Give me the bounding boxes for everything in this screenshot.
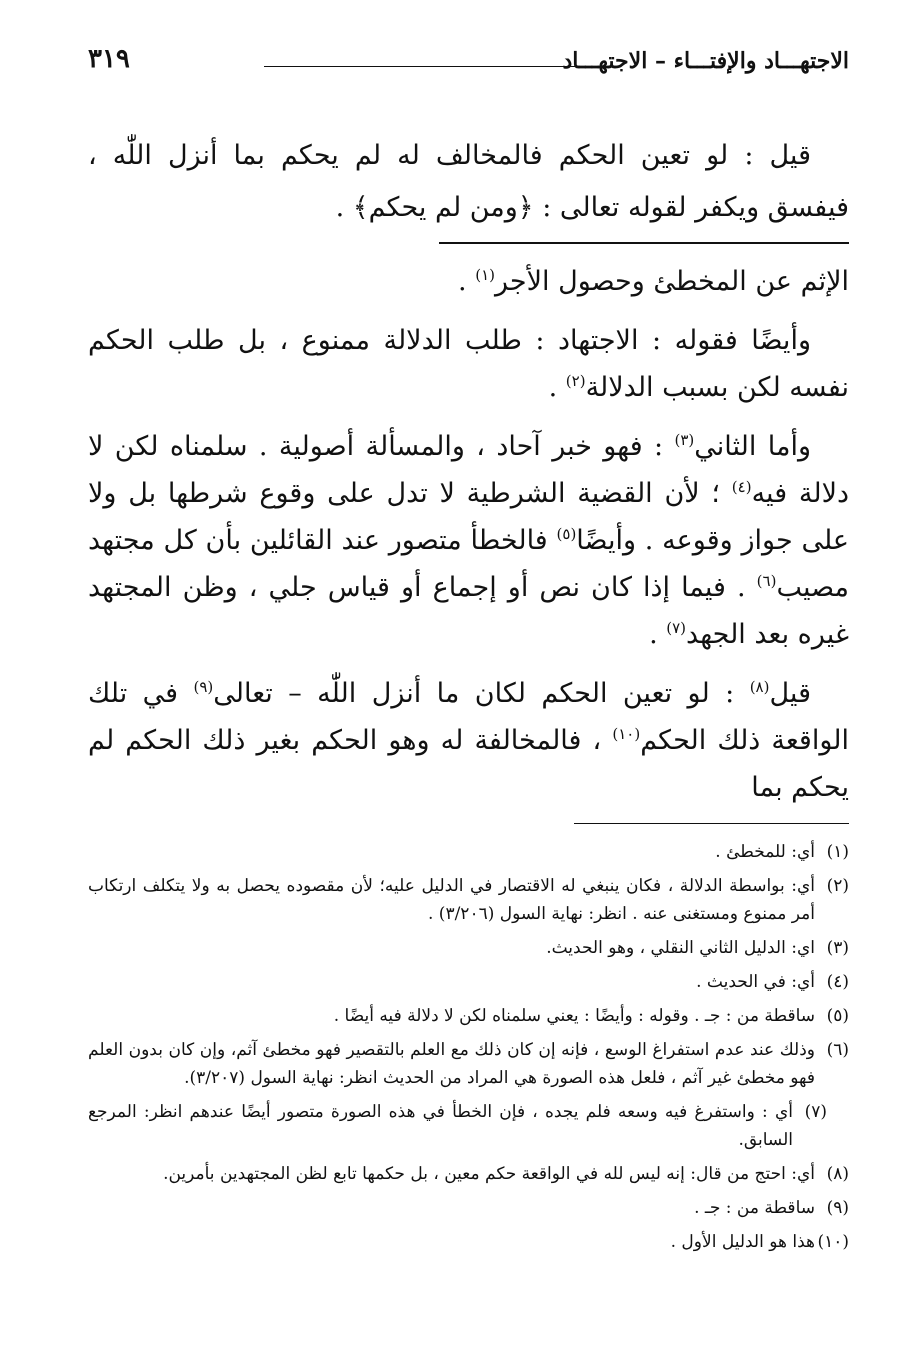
footnote-text: وذلك عند عدم استفراغ الوسع ، فإنه إن كان ذلك مع العلم بالتقصير فهو مخطئ آثم، وإن كان بدون العلم فهو مخطئ غير آثم ، فلعل هذه الصورة هي المراد من الحديث انظر: نهاية السول (٣/٢٠٧). bbox=[88, 1040, 815, 1088]
paragraph-3 bbox=[88, 423, 849, 658]
text-run: . bbox=[548, 372, 566, 403]
footnote bbox=[88, 1098, 849, 1154]
text-run: . bbox=[458, 266, 476, 297]
text-run: فالخطأ متصور عند القائلين بأن كل مجتهد مصيب bbox=[88, 525, 849, 603]
text-run: : فهو خبر آحاد ، والمسألة أصولية . سلمناه لكن لا دلالة فيه bbox=[88, 431, 849, 509]
running-title: الاجتهـــاد والإفتـــاء – الاجتهـــاد bbox=[562, 48, 849, 74]
footnote-number: (٥) bbox=[826, 1006, 849, 1026]
footnote-ref: (٩) bbox=[193, 678, 214, 696]
footnote bbox=[88, 1160, 849, 1188]
footnote-number: (٢) bbox=[826, 876, 849, 896]
footnote-text: أي: في الحديث . bbox=[696, 972, 815, 992]
footnote-number: (٨) bbox=[826, 1164, 849, 1184]
footnote-ref: (٢) bbox=[565, 372, 586, 390]
text-run: ، فالمخالفة له وهو الحكم بغير ذلك الحكم لم يحكم بما bbox=[88, 725, 849, 803]
text-run: . bbox=[649, 619, 667, 650]
section-rule bbox=[439, 242, 849, 244]
footnote-ref: (٦) bbox=[756, 572, 777, 590]
footnote-ref: (١) bbox=[475, 266, 495, 284]
header-rule bbox=[264, 66, 614, 67]
footnote-number: (١٠) bbox=[817, 1232, 849, 1252]
footnote bbox=[88, 934, 849, 962]
footnote-ref: (٤) bbox=[731, 478, 752, 496]
footnote bbox=[88, 838, 849, 866]
main-text bbox=[88, 258, 849, 811]
footnote-number: (٧) bbox=[804, 1102, 827, 1122]
footnote-ref: (٧) bbox=[666, 619, 687, 637]
page-number: ٣١٩ bbox=[88, 44, 130, 74]
footnote-number: (١) bbox=[826, 842, 849, 862]
footnote-ref: (٣) bbox=[674, 431, 695, 449]
footnote-ref: (٨) bbox=[749, 678, 770, 696]
footnote-text: أي: بواسطة الدلالة ، فكان ينبغي له الاقتصار في الدليل عليه؛ لأن مقصوده يحصل به ولا يتكلف ارتكاب أمر ممنوع ومستغنى عنه . انظر: نهاية السول (٣/٢٠٦) . bbox=[88, 876, 815, 924]
footnote-number: (٩) bbox=[826, 1198, 849, 1218]
footnote-text: هذا هو الدليل الأول . bbox=[670, 1232, 815, 1252]
footnote-text: أي: للمخطئ . bbox=[715, 842, 815, 862]
text-run: . فيما إذا كان نص أو إجماع أو قياس جلي ، وظن المجتهد غيره بعد الجهد bbox=[88, 572, 849, 650]
footnote bbox=[88, 1002, 849, 1030]
footnote-text: ساقطة من : جـ . bbox=[694, 1198, 815, 1218]
footnote bbox=[88, 1036, 849, 1092]
text-run: ؛ لأن القضية الشرطية لا تدل على وقوع شرطها بل ولا على جواز وقوعه . وأيضًا bbox=[88, 478, 849, 556]
footnote-text: أي : واستفرغ فيه وسعه فلم يجده ، فإن الخطأ في هذه الصورة متصور أيضًا عندهم انظر: المرجع السابق. bbox=[88, 1102, 793, 1150]
paragraph-1 bbox=[88, 258, 849, 305]
footnote-ref: (١٠) bbox=[612, 725, 641, 743]
text-run: في تلك الواقعة ذلك الحكم bbox=[88, 678, 850, 756]
footnote bbox=[88, 968, 849, 996]
page-header bbox=[88, 44, 849, 94]
paragraph-4 bbox=[88, 670, 849, 811]
text-run: وأيضًا فقوله : الاجتهاد : طلب الدلالة ممنوع ، بل طلب الحكم نفسه لكن بسبب الدلالة bbox=[88, 325, 849, 403]
footnote-number: (٤) bbox=[826, 972, 849, 992]
footnote bbox=[88, 872, 849, 928]
footnote-number: (٦) bbox=[826, 1040, 849, 1060]
quote-paragraph: قيل : لو تعين الحكم فالمخالف له لم يحكم بما أنزل اللّٰه ، فيفسق ويكفر لقوله تعالى : ﴿ومن لم يحكم﴾ . bbox=[88, 140, 849, 223]
footnote bbox=[88, 1228, 849, 1256]
footnote-number: (٣) bbox=[826, 938, 849, 958]
text-run: قيل bbox=[769, 678, 811, 709]
footnote-text: أي: احتج من قال: إنه ليس لله في الواقعة حكم معين ، بل حكمها تابع لظن المجتهدين بأمرين. bbox=[163, 1164, 815, 1184]
footnote-ref: (٥) bbox=[556, 525, 577, 543]
quoted-objection bbox=[88, 130, 849, 244]
footnote-text: ساقطة من : جـ . وقوله : وأيضًا : يعني سلمناه لكن لا دلالة فيه أيضًا . bbox=[333, 1006, 815, 1026]
text-run: : لو تعين الحكم لكان ما أنزل اللّٰه – تعالى bbox=[213, 678, 750, 709]
text-run: وأما الثاني bbox=[694, 431, 811, 462]
footnotes bbox=[88, 838, 849, 1256]
footnote-rule bbox=[574, 823, 849, 824]
text-run: الإثم عن المخطئ وحصول الأجر bbox=[495, 266, 849, 297]
paragraph-2 bbox=[88, 317, 849, 411]
footnote bbox=[88, 1194, 849, 1222]
footnote-text: اي: الدليل الثاني النقلي ، وهو الحديث. bbox=[546, 938, 815, 958]
